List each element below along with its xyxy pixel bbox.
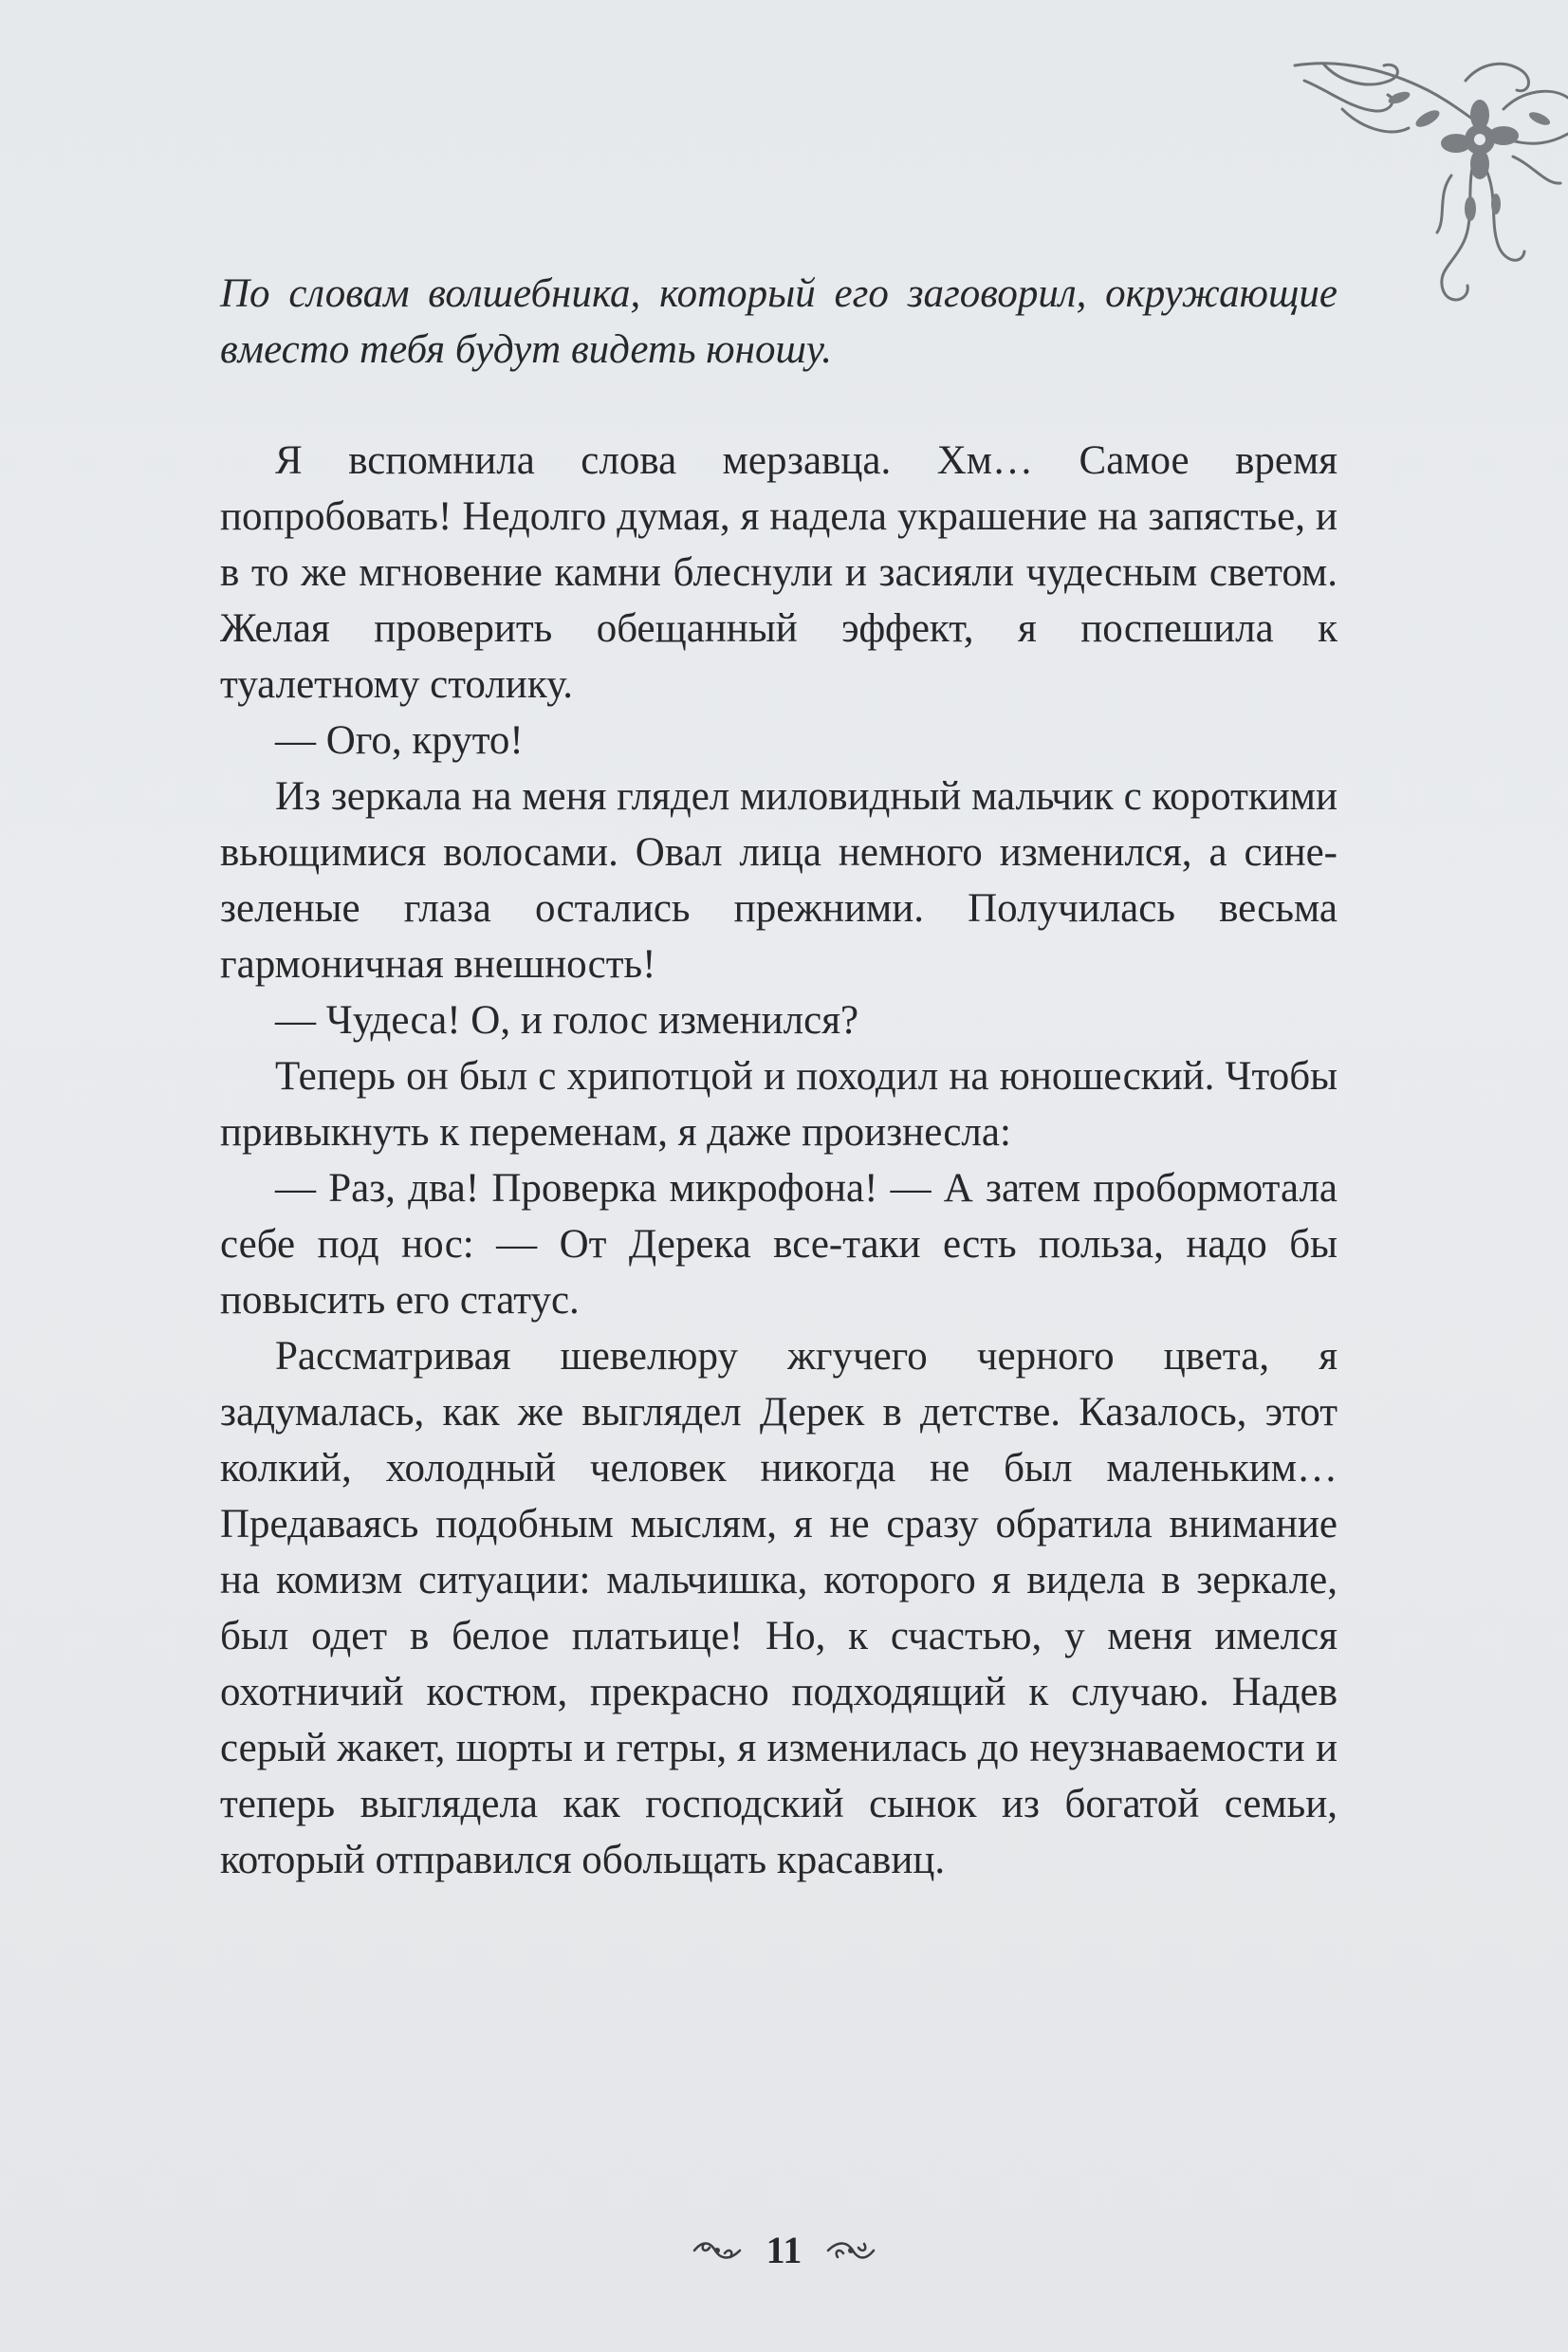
paragraph-italic-quote: По словам волшебника, который его заговорил, окружающие вместо тебя будут видеть юношу.	[220, 271, 1337, 372]
paragraph: Теперь он был с хрипотцой и походил на юношеский. Чтобы привыкнуть к переменам, я даже произнесла:	[220, 1054, 1337, 1155]
paragraph: Я вспомнила слова мерзавца. Хм… Самое время попробовать! Недолго думая, я надела украшение на запястье, и в то же мгновение камни блеснули и засияли чудесным светом. Желая проверить обещанный эффект, я поспешила к туалетному столику.	[220, 438, 1337, 707]
body-text	[220, 266, 1337, 1888]
paragraph: Рассматривая шевелюру жгучего черного цвета, я задумалась, как же выглядел Дерек в детстве. Казалось, этот колкий, холодный человек никогда не был маленьким… Предаваясь подобным мыслям, я не сразу обратила внимание на комизм ситуации: мальчишка, которого я видела в зеркале, был одет в белое платьице! Но, к счастью, у меня имелся охотничий костюм, прекрасно подходящий к случаю. Надев серый жакет, шорты и гетры, я изменилась до неузнаваемости и теперь выглядела как господский сынок из богатой семьи, который отправился обольщать красавиц.	[220, 1334, 1337, 1882]
paragraph: Из зеркала на меня глядел миловидный мальчик с короткими вьющимися волосами. Овал лица немного изменился, а сине-зеленые глаза остались прежними. Получилась весьма гармоничная внешность!	[220, 774, 1337, 987]
page-number-footer	[0, 2220, 1568, 2277]
dialogue-line: — Чудеса! О, и голос изменился?	[275, 998, 859, 1043]
page-number: 11	[766, 2228, 802, 2271]
dialogue-line: — Раз, два! Проверка микрофона! — А затем пробормотала себе под нос: — От Дерека все-таки есть польза, надо бы повысить его статус.	[220, 1166, 1337, 1323]
scroll-ornament-icon	[689, 2236, 746, 2265]
dialogue-line: — Ого, круто!	[275, 718, 524, 763]
scroll-ornament-icon	[822, 2236, 879, 2265]
